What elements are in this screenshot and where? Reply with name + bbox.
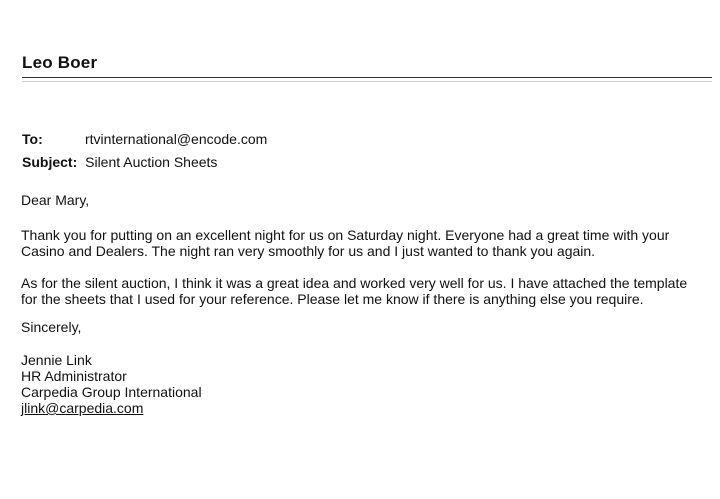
paragraph-line: As for the silent auction, I think it was a great idea and worked very well for us. I have attached the template	[21, 275, 688, 291]
to-label: To:	[22, 131, 43, 147]
sender-name: Leo Boer	[22, 53, 98, 72]
signature-title: HR Administrator	[21, 368, 127, 384]
subject-value: Silent Auction Sheets	[85, 154, 218, 170]
signature-name: Jennie Link	[21, 352, 92, 368]
paragraph-line: Thank you for putting on an excellent night for us on Saturday night. Everyone had a great time with your	[21, 227, 670, 243]
subject-label: Subject:	[22, 154, 78, 170]
header-divider	[22, 77, 712, 78]
subject-field	[22, 154, 217, 170]
to-address[interactable]: rtvinternational@encode.com	[85, 131, 268, 147]
signature-email-link[interactable]: jlink@carpedia.com	[21, 400, 144, 416]
paragraph-line: Casino and Dealers. The night ran very smoothly for us and I just wanted to thank you again.	[21, 243, 596, 259]
closing: Sincerely,	[21, 319, 82, 335]
paragraph-line: for the sheets that I used for your reference. Please let me know if there is anything else you require.	[21, 291, 644, 307]
header-divider-shadow	[22, 81, 712, 82]
signature-company: Carpedia Group International	[21, 384, 202, 400]
body-paragraph-2	[21, 275, 687, 307]
to-field	[22, 131, 267, 147]
greeting: Dear Mary,	[21, 192, 90, 208]
body-paragraph-1	[21, 227, 669, 259]
